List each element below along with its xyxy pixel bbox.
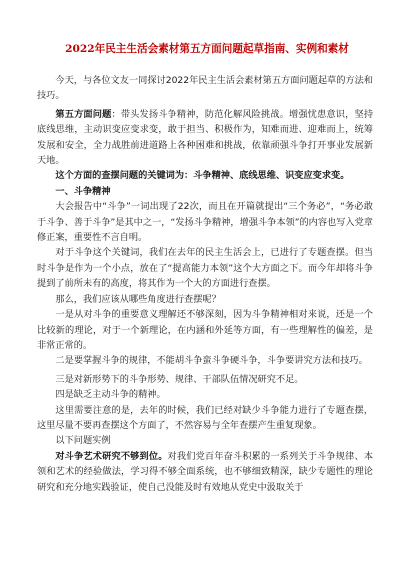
- section-one-paragraph-2: 对于斗争这个关键词，我们在去年的民主生活会上，已进行了专题查摆。但当时斗争是作为一个小点，放在了“提高能力本领”这个大方面之下。而今年却将斗争提到了前所未有的高度，将其作为一个大的方面进行查摆。: [37, 247, 373, 290]
- examples-label: 以下问题实例: [55, 435, 111, 447]
- intro-paragraph: 今天，与各位文友一同探讨2022年民主生活会素材第五方面问题起草的方法和技巧。: [37, 75, 373, 102]
- fifth-aspect-text: ：带头发扬斗争精神，防范化解风险挑战。增强忧患意识，坚持底线思维，主动识变应变求变，敢于担当、积极作为，知难而进、迎难而上，统筹发展和安全，全力战胜前进道路上各种困难和挑战，依靠顽强斗争打开事业发展新天地。: [37, 108, 374, 167]
- section-one-heading: 一、斗争精神: [55, 185, 111, 197]
- document-body: [37, 73, 373, 495]
- point-four: 四是缺乏主动斗争的精神。: [55, 389, 166, 401]
- point-three: 三是对新形势下的斗争形势、规律、干部队伍情况研究不足。: [55, 373, 304, 385]
- document-title: 2022年民主生活会素材第五方面问题起草指南、实例和素材: [65, 43, 349, 55]
- point-two: 二是要掌握斗争的规律，不能胡斗争蛮斗争硬斗争，斗争要讲究方法和技巧。: [55, 355, 368, 367]
- example-one-label: 对斗争艺术研究不够到位。: [55, 450, 168, 462]
- note-paragraph: 这里需要注意的是，去年的时候，我们已经对缺少斗争能力进行了专题查摆，这里尽量不要再查摆这个方面了，不然容易与全年查摆产生重复现象。: [37, 404, 373, 431]
- fifth-aspect-paragraph: [37, 107, 373, 169]
- example-one-paragraph: [37, 449, 373, 495]
- section-one-paragraph-3: 那么，我们应该从哪些角度进行查摆呢？: [55, 293, 221, 305]
- section-one-paragraph-1: 大会报告中“斗争”一词出现了22次，而且在开篇就提出“三个务必”，“务必敢于斗争、善于斗争”是其中之一，“发扬斗争精神，增强斗争本领”的内容也写入党章修正案，重要性不言自明。: [37, 201, 373, 244]
- point-one: 一是从对斗争的重要意义理解还不够深刻，因为斗争精神相对来说，还是一个比较新的理论，对于一个新理论，在内涵和外延等方面，有一些理解性的偏差，是非常正常的。: [37, 309, 373, 351]
- fifth-aspect-label: 第五方面问题: [55, 108, 112, 120]
- example-one-text: 对我们党百年奋斗积累的一系列关于斗争规律、本领和艺术的经验做法，学习得不够全面系统，也不够细致精深，缺少专题性的理论研究和充分地实践验证，使自己没能及时有效地从党史中汲取关于: [37, 450, 374, 493]
- keywords-heading: 这个方面的查摆问题的关键词为：斗争精神、底线思维、识变应变求变。: [55, 170, 350, 182]
